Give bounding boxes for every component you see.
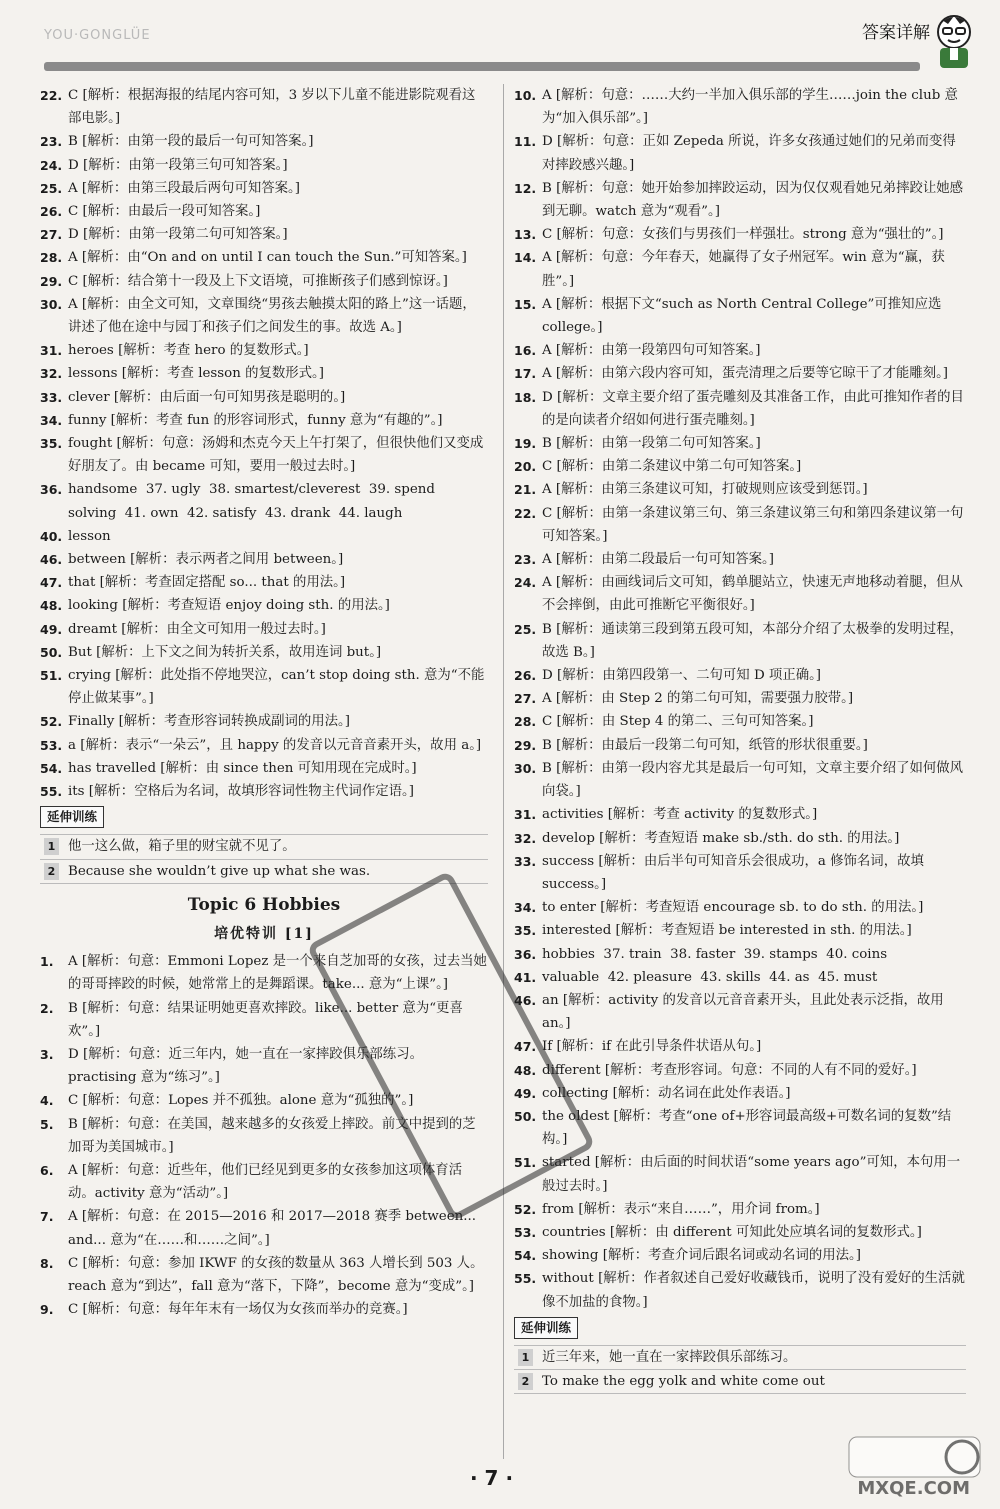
answer-entry — [514, 386, 966, 432]
answer-text: that [解析：考查固定搭配 so... that 的用法。] — [68, 575, 346, 591]
answer-text: valuable 42. pleasure 43. skills 44. as 45. must — [542, 969, 878, 985]
answer-entry — [40, 757, 488, 780]
answer-number: 5. — [40, 1116, 54, 1132]
answer-text: interested [解析：考查短语 be interested in sth. 的用法。] — [542, 923, 912, 939]
answer-number: 41. — [514, 969, 537, 985]
answer-entry — [40, 339, 488, 362]
answer-text: develop [解析：考查短语 make sb./sth. do sth. 的用法。] — [542, 830, 900, 846]
answer-number: 32. — [514, 830, 537, 846]
answer-entry — [514, 455, 966, 478]
answer-entry — [514, 177, 966, 223]
answer-number: 23. — [514, 552, 537, 568]
topic-subtitle: 培优特训 [1] — [214, 925, 314, 942]
answer-entry — [514, 896, 966, 919]
answer-number: 11. — [514, 134, 537, 150]
answer-entry — [40, 502, 488, 525]
answer-entry — [40, 432, 488, 478]
answer-number: 40. — [40, 528, 63, 544]
answer-text: lesson — [68, 528, 111, 544]
page-number: · 7 · — [470, 1466, 514, 1490]
answer-text: looking [解析：考查短语 enjoy doing sth. 的用法。] — [68, 598, 390, 614]
answer-number: 14. — [514, 250, 537, 266]
answer-entry — [514, 734, 966, 757]
right-column — [514, 84, 966, 1394]
extension-label: 延伸训练 — [40, 806, 104, 828]
extension-items — [514, 1345, 966, 1394]
answer-entry — [40, 293, 488, 339]
answer-entry — [40, 1205, 488, 1251]
answer-number: 25. — [40, 180, 63, 196]
answer-number: 51. — [514, 1155, 537, 1171]
answer-number: 36. — [40, 482, 63, 498]
answer-text: B [解析：由第一段内容尤其是最后一句可知，文章主要介绍了如何做风向袋。] — [542, 760, 964, 800]
answer-text: C [解析：句意：每年年末有一场仅为女孩而举办的竞赛。] — [68, 1302, 408, 1318]
answer-text: fought [解析：句意：汤姆和杰克今天上午打架了，但很快他们又变成好朋友了。由 became 可知，要用一般过去时。] — [68, 436, 484, 475]
answer-entry — [40, 154, 488, 177]
answer-text: to enter [解析：考查短语 encourage sb. to do sth. 的用法。] — [542, 900, 924, 916]
answer-number: 36. — [514, 946, 537, 962]
answer-text: without [解析：作者叙述自己爱好收藏钱币，说明了没有爱好的生活就像不加盐的食物。] — [542, 1271, 965, 1310]
answer-text: funny [解析：考查 fun 的形容词形式，funny 意为“有趣的”。] — [68, 412, 443, 428]
answer-number: 51. — [40, 668, 63, 684]
answer-text: B [解析：由第一段的最后一句可知答案。] — [68, 134, 314, 150]
answer-entry — [40, 1159, 488, 1205]
answer-entry — [40, 618, 488, 641]
answer-entry — [40, 200, 488, 223]
answer-entry — [514, 966, 966, 989]
answer-number: 34. — [514, 900, 537, 916]
answer-entry — [514, 246, 966, 292]
answer-entry — [514, 710, 966, 733]
answer-text: A [解析：由第六段内容可知，蛋壳清理之后要等它晾干了才能雕刻。] — [542, 366, 949, 382]
answer-number: 30. — [40, 296, 63, 312]
answer-text: A [解析：由第三条建议可知，打破规则应该受到惩罚。] — [542, 482, 868, 498]
answer-text: D [解析：由第一段第二句可知答案。] — [68, 227, 288, 243]
answer-number: 55. — [514, 1271, 537, 1287]
answer-text: D [解析：句意：近三年内，她一直在一家摔跤俱乐部练习。practising 意为“练习”。] — [68, 1046, 423, 1086]
answer-number: 35. — [514, 923, 537, 939]
answer-number: 27. — [40, 227, 63, 243]
answer-text: A [解析：由画线词后文可知，鹤单腿站立，快速无声地移动着腿，但从不会摔倒，由此可推断它平衡很好。] — [542, 575, 963, 614]
extension-text: 近三年来，她一直在一家摔跤俱乐部练习。 — [542, 1349, 797, 1365]
answer-text: B [解析：由最后一段第二句可知，纸管的形状很重要。] — [542, 737, 868, 753]
answer-text: different [解析：考查形容词。句意：不同的人有不同的爱好。] — [542, 1062, 917, 1078]
answer-text: But [解析：上下文之间为转折关系，故用连词 but。] — [68, 644, 382, 660]
answer-number: 24. — [40, 157, 63, 173]
answer-entry — [514, 362, 966, 385]
answer-text: a [解析：表示“一朵云”，且 happy 的发音以元音音素开头，故用 a。] — [68, 737, 482, 753]
answer-number: 15. — [514, 296, 537, 312]
answer-entry — [514, 1151, 966, 1197]
column-divider — [503, 84, 504, 1459]
answer-entry — [514, 803, 966, 826]
answer-number: 46. — [40, 552, 63, 568]
mascot-icon — [930, 6, 978, 70]
extension-items — [40, 834, 488, 883]
answer-number: 33. — [40, 389, 63, 405]
answer-text: D [解析：由第一段第三句可知答案。] — [68, 157, 288, 173]
answer-entry — [40, 130, 488, 153]
answer-text: lessons [解析：考查 lesson 的复数形式。] — [68, 366, 324, 382]
answer-entry — [514, 1035, 966, 1058]
watermark-text: MXQE.COM — [857, 1478, 970, 1499]
answer-entry — [514, 223, 966, 246]
topic-title: Topic 6 Hobbies — [187, 894, 341, 915]
answer-number: 29. — [514, 737, 537, 753]
answer-text: C [解析：句意：参加 IKWF 的女孩的数量从 363 人增长到 503 人。reach 意为“到达”，fall 意为“落下，下降”，become 意为“变成”。] — [68, 1255, 484, 1294]
answer-text: B [解析：通读第三段到第五段可知，本部分介绍了太极拳的发明过程，故选 B。] — [542, 621, 964, 660]
answer-text: B [解析：由第一段第二句可知答案。] — [542, 436, 761, 452]
answer-number: 32. — [40, 366, 63, 382]
answer-number: 9. — [40, 1302, 54, 1318]
extension-text: 他一这么做，箱子里的财宝就不见了。 — [68, 839, 296, 855]
answer-number: 54. — [514, 1248, 537, 1264]
page-header — [0, 0, 1000, 78]
answer-number: 26. — [514, 668, 537, 684]
answer-text: C [解析：由 Step 4 的第二、三句可知答案。] — [542, 714, 814, 730]
answer-number: 3. — [40, 1046, 54, 1062]
extension-number: 1 — [518, 1349, 533, 1366]
answer-entry — [40, 1252, 488, 1298]
answer-number: 12. — [514, 180, 537, 196]
answer-text: A [解析：句意：在 2015—2016 和 2017—2018 赛季 between... and... 意为“在……和……之间”。] — [68, 1209, 481, 1248]
answer-number: 28. — [40, 250, 63, 266]
extension-item — [514, 1369, 966, 1394]
answer-entry — [514, 1267, 966, 1313]
answer-text: solving 41. own 42. satisfy 43. drank 44. laugh — [68, 505, 403, 521]
answer-text: an [解析：activity 的发音以元音音素开头，且此处表示泛指，故用 an。] — [542, 992, 948, 1032]
answer-text: D [解析：文章主要介绍了蛋壳雕刻及其准备工作，由此可推知作者的目的是向读者介绍如何进行蛋壳雕刻。] — [542, 389, 964, 428]
answer-entry — [514, 1198, 966, 1221]
answer-text: A [解析：句意：Emmoni Lopez 是一个来自芝加哥的女孩，过去当她的哥哥摔跤的时候，她常常上的是舞蹈课。take... 意为“上课”。] — [68, 954, 487, 993]
answer-text: heroes [解析：考查 hero 的复数形式。] — [68, 343, 309, 359]
answer-text: from [解析：表示“来自……”，用介词 from。] — [542, 1201, 820, 1217]
answer-text: B [解析：句意：在美国，越来越多的女孩爱上摔跤。前文中提到的芝加哥为美国城市。] — [68, 1116, 476, 1155]
answer-entry — [40, 362, 488, 385]
answer-number: 49. — [514, 1085, 537, 1101]
answer-number: 47. — [40, 575, 63, 591]
answer-text: countries [解析：由 different 可知此处应填名词的复数形式。] — [542, 1224, 922, 1240]
answer-text: hobbies 37. train 38. faster 39. stamps 40. coins — [542, 946, 888, 962]
answer-number: 35. — [40, 436, 63, 452]
answer-text: dreamt [解析：由全文可知用一般过去时。] — [68, 621, 326, 637]
answer-text: A [解析：句意：近些年，他们已经见到更多的女孩参加这项体育活动。activity 意为“活动”。] — [68, 1162, 463, 1202]
answer-number: 50. — [514, 1108, 537, 1124]
answer-entry — [40, 734, 488, 757]
answer-number: 25. — [514, 621, 537, 637]
answer-number: 22. — [514, 505, 537, 521]
answer-entry — [514, 618, 966, 664]
answer-number: 29. — [40, 273, 63, 289]
extension-item — [40, 859, 488, 884]
answer-entry — [40, 223, 488, 246]
section-title: 答案详解 — [862, 23, 930, 43]
answer-entry — [514, 1082, 966, 1105]
answer-number: 30. — [514, 760, 537, 776]
extension-item — [514, 1345, 966, 1369]
answer-number: 27. — [514, 691, 537, 707]
answer-number: 22. — [40, 88, 63, 103]
answer-number: 7. — [40, 1209, 54, 1225]
answer-number: 46. — [514, 992, 537, 1008]
answer-number: 52. — [514, 1201, 537, 1217]
answer-number: 26. — [40, 204, 63, 220]
answer-text: A [解析：由第一段第四句可知答案。] — [542, 343, 761, 359]
answer-number: 4. — [40, 1093, 54, 1109]
answer-text: showing [解析：考查介词后跟名词或动名词的用法。] — [542, 1248, 861, 1264]
answer-text: clever [解析：由后面一句可知男孩是聪明的。] — [68, 389, 346, 405]
answer-number: 49. — [40, 621, 63, 637]
answer-text: C [解析：由第二条建议中第二句可知答案。] — [542, 459, 802, 475]
answer-number: 23. — [40, 134, 63, 150]
answer-number: 28. — [514, 714, 537, 730]
answer-text: A [解析：由第三段最后两句可知答案。] — [68, 180, 300, 196]
answer-entry — [514, 687, 966, 710]
answer-number: 6. — [40, 1162, 54, 1178]
answer-number: 8. — [40, 1255, 54, 1271]
extension-text: To make the egg yolk and white come out — [542, 1373, 825, 1389]
answer-entry — [514, 943, 966, 966]
answer-text: the oldest [解析：考查“one of+形容词最高级+可数名词的复数”结构。] — [542, 1108, 952, 1148]
answer-number: 19. — [514, 436, 537, 452]
answer-text: A [解析：由第二段最后一句可知答案。] — [542, 552, 774, 568]
answer-text: C [解析：根据海报的结尾内容可知，3 岁以下儿童不能进影院观看这部电影。] — [68, 88, 476, 127]
answer-text: its [解析：空格后为名词，故填形容词性物主代词作定语。] — [68, 784, 414, 800]
answer-text: activities [解析：考查 activity 的复数形式。] — [542, 807, 818, 823]
answer-entry — [40, 525, 488, 548]
answer-number: 50. — [40, 644, 63, 660]
answer-entry — [40, 409, 488, 432]
answer-text: C [解析：结合第十一段及上下文语境，可推断孩子们感到惊讶。] — [68, 273, 448, 289]
answer-entry — [514, 502, 966, 548]
answer-number: 52. — [40, 714, 63, 730]
answer-entry — [514, 827, 966, 850]
answer-number: 33. — [514, 853, 537, 869]
answer-number: 48. — [514, 1062, 537, 1078]
answer-number: 47. — [514, 1039, 537, 1055]
answer-entry — [514, 571, 966, 617]
answer-text: started [解析：由后面的时间状语“some years ago”可知，本句用一般过去时。] — [542, 1155, 961, 1194]
answer-text: between [解析：表示两者之间用 between。] — [68, 552, 344, 568]
extension-number: 1 — [44, 838, 59, 855]
answer-list-topic5 — [40, 84, 488, 803]
answer-entry — [40, 664, 488, 710]
answer-text: A [解析：由 Step 2 的第二句可知，需要强力胶带。] — [542, 691, 854, 707]
extension-item — [40, 834, 488, 858]
answer-number: 21. — [514, 482, 537, 498]
answer-entry — [40, 270, 488, 293]
answer-text: C [解析：由最后一段可知答案。] — [68, 204, 261, 220]
answer-text: A [解析：句意：今年春天，她赢得了女子州冠军。win 意为“赢，获胜”。] — [542, 250, 945, 289]
answer-text: A [解析：根据下文“such as North Central College”可推知应选 college。] — [542, 296, 946, 336]
answer-entry — [514, 130, 966, 176]
answer-number: 54. — [40, 760, 63, 776]
answer-text: has travelled [解析：由 since then 可知用现在完成时。] — [68, 760, 417, 776]
brand-text: YOU·GONGLÜE — [44, 28, 151, 43]
extension-text: Because she wouldn’t give up what she was. — [68, 863, 371, 879]
answer-entry — [40, 641, 488, 664]
answer-text: B [解析：句意：她开始参加摔跤运动，因为仅仅观看她兄弟摔跤让她感到无聊。watch 意为“观看”。] — [542, 180, 964, 220]
answer-entry — [514, 919, 966, 942]
answer-number: 10. — [514, 88, 537, 103]
answer-text: D [解析：由第四段第一、二句可知 D 项正确。] — [542, 668, 822, 684]
answer-number: 18. — [514, 389, 537, 405]
answer-entry — [40, 478, 488, 501]
answer-number: 20. — [514, 459, 537, 475]
answer-text: C [解析：由第一条建议第三句、第三条建议第三句和第四条建议第一句可知答案。] — [542, 505, 964, 544]
answer-text: crying [解析：此处指不停地哭泣，can’t stop doing sth. 意为“不能停止做某事”。] — [68, 668, 485, 707]
answer-entry — [40, 1298, 488, 1321]
extension-number: 2 — [44, 863, 59, 880]
answer-number: 55. — [40, 784, 63, 800]
extension-label: 延伸训练 — [514, 1317, 578, 1339]
answer-number: 16. — [514, 343, 537, 359]
answer-entry — [514, 432, 966, 455]
answer-text: handsome 37. ugly 38. smartest/cleverest 39. spend — [68, 482, 435, 498]
answer-number: 31. — [40, 343, 63, 359]
answer-number: 31. — [514, 807, 537, 823]
answer-text: D [解析：句意：正如 Zepeda 所说，许多女孩通过她们的兄弟而变得对摔跤感兴趣。] — [542, 134, 956, 173]
answer-number: 53. — [514, 1224, 537, 1240]
answer-text: If [解析：if 在此引导条件状语从句。] — [542, 1039, 762, 1055]
answer-text: B [解析：句意：结果证明她更喜欢摔跤。like... better 意为“更喜欢”。] — [68, 1000, 463, 1039]
answer-number: 2. — [40, 1000, 54, 1016]
answer-number: 17. — [514, 366, 537, 382]
answer-number: 34. — [40, 412, 63, 428]
answer-text: A [解析：由“On and on until I can touch the Sun.”可知答案。] — [68, 250, 467, 266]
answer-entry — [514, 757, 966, 803]
answer-number: 24. — [514, 575, 537, 591]
answer-text: collecting [解析：动名词在此处作表语。] — [542, 1085, 791, 1101]
answer-entry — [514, 478, 966, 501]
answer-number: 53. — [40, 737, 63, 753]
answer-entry — [514, 850, 966, 896]
answer-entry — [40, 594, 488, 617]
answer-entry — [514, 84, 966, 130]
answer-number: 48. — [40, 598, 63, 614]
answer-entry — [40, 548, 488, 571]
answer-entry — [40, 780, 488, 803]
answer-entry — [514, 548, 966, 571]
answer-entry — [40, 177, 488, 200]
extension-block-left — [40, 803, 488, 883]
answer-entry — [40, 246, 488, 269]
answer-text: success [解析：由后半句可知音乐会很成功，a 修饰名词，故填 success。] — [542, 853, 929, 892]
answer-entry — [514, 339, 966, 362]
answer-entry — [514, 664, 966, 687]
answer-entry — [514, 989, 966, 1035]
answer-text: C [解析：句意：女孩们与男孩们一样强壮。strong 意为“强壮的”。] — [542, 227, 944, 243]
answer-text: Finally [解析：考查形容词转换成副词的用法。] — [68, 714, 350, 730]
answer-entry — [514, 1059, 966, 1082]
answer-entry — [514, 293, 966, 339]
answer-number: 1. — [40, 954, 54, 970]
extension-block-right — [514, 1314, 966, 1394]
header-rule — [44, 62, 920, 71]
answer-text: A [解析：句意：……大约一半加入俱乐部的学生……join the club 意为“加入俱乐部”。] — [542, 88, 958, 127]
answer-entry — [514, 1244, 966, 1267]
answer-entry — [40, 571, 488, 594]
answer-text: C [解析：句意：Lopes 并不孤独。alone 意为“孤独的”。] — [68, 1093, 414, 1109]
extension-number: 2 — [518, 1373, 533, 1390]
answer-entry — [514, 1221, 966, 1244]
answer-entry — [40, 386, 488, 409]
answer-text: A [解析：由全文可知，文章围绕“男孩去触摸太阳的路上”这一话题，讲述了他在途中与园丁和孩子们之间发生的事。故选 A。] — [68, 296, 476, 336]
answer-entry — [40, 84, 488, 130]
answer-entry — [40, 710, 488, 733]
answer-number: 13. — [514, 227, 537, 243]
